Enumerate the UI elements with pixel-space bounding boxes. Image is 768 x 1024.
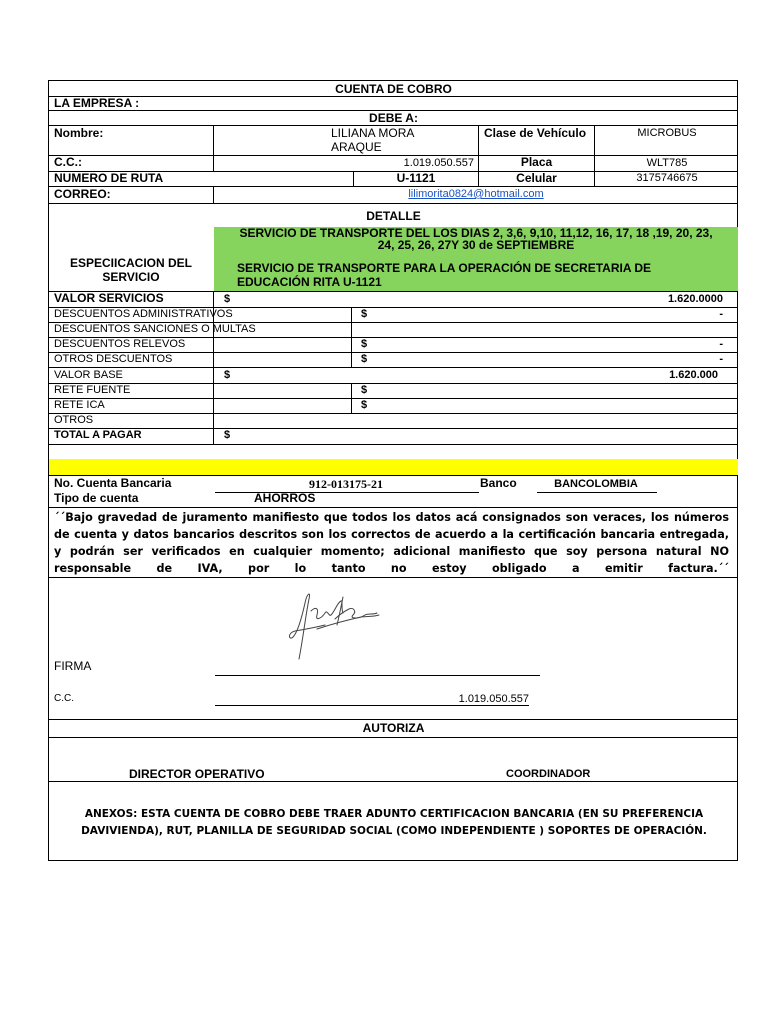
- banco-value: BANCOLOMBIA: [554, 478, 638, 490]
- rete-ica-label: RETE ICA: [54, 399, 105, 411]
- desc-relevos-currency: $: [361, 338, 368, 350]
- debe-label: DEBE A:: [369, 111, 418, 125]
- desc-sanciones-label: DESCUENTOS SANCIONES O MULTAS: [54, 323, 256, 335]
- servicio-dias-line1: SERVICIO DE TRANSPORTE DEL LOS DIAS 2, 3,6, 9,10, 11,12, 16, 17, 18 ,19, 20, 23,: [239, 226, 713, 240]
- tipo-cuenta-label: Tipo de cuenta: [54, 491, 139, 505]
- servicio-dias-line2: 24, 25, 26, 27Y 30 de SEPTIEMBRE: [377, 238, 575, 252]
- placa-value: WLT785: [646, 157, 688, 169]
- desc-admin-value: -: [719, 308, 723, 320]
- especificacion-label-line1: ESPECIICACION DEL: [69, 256, 192, 270]
- firma-cc-value: 1.019.050.557: [458, 693, 529, 705]
- firma-label: FIRMA: [54, 659, 92, 673]
- nombre-value-line1: LILIANA MORA: [331, 126, 415, 140]
- celular-label: Celular: [516, 171, 557, 185]
- declaracion-juramento: ´´Bajo gravedad de juramento manifiesto que todos los datos acá consignados son veraces, los números de cuenta y datos bancarios descritos son los correctos de acuerdo a la certificación bancaria entregada, y podrán ser verificados en cualquier momento; adicional manifiesto que soy persona natural NO responsable de IVA, por lo tanto no estoy obligado a emitir factura.´´: [54, 511, 729, 575]
- desc-admin-label: DESCUENTOS ADMINISTRATIVOS: [54, 308, 233, 320]
- desc-relevos-value: -: [719, 338, 723, 350]
- valor-base-value: 1.620.000: [669, 369, 718, 381]
- valor-servicios-currency: $: [224, 293, 231, 305]
- document-title: CUENTA DE COBRO: [335, 82, 452, 96]
- otros-descuentos-value: -: [719, 353, 723, 365]
- rete-fuente-currency: $: [361, 384, 368, 396]
- valor-servicios-value: 1.620.0000: [667, 293, 723, 305]
- rete-ica-currency: $: [361, 399, 368, 411]
- valor-base-label: VALOR BASE: [54, 369, 123, 381]
- valor-servicios-label: VALOR SERVICIOS: [54, 291, 164, 305]
- detalle-title: DETALLE: [366, 209, 421, 223]
- anexos-note: ANEXOS: ESTA CUENTA DE COBRO DEBE TRAER ADUNTO CERTIFICACION BANCARIA (EN SU PREFERENCIA DAVIVIENDA), RUT, PLANILLA DE SEGURIDAD SOCIAL (COMO INDEPENDIENTE ) SOPORTES DE OPERACIÓN.: [81, 808, 707, 837]
- total-pagar-currency: $: [224, 429, 231, 441]
- banco-label: Banco: [480, 476, 517, 490]
- servicio-descripcion-line2: EDUCACIÓN RITA U-1121: [237, 275, 382, 289]
- otros-descuentos-label: OTROS DESCUENTOS: [54, 353, 173, 365]
- cc-label: C.C.:: [54, 155, 82, 169]
- yellow-band: [49, 459, 738, 475]
- servicio-descripcion-line1: SERVICIO DE TRANSPORTE PARA LA OPERACIÓN DE SECRETARIA DE: [237, 261, 652, 275]
- desc-admin-currency: $: [361, 308, 368, 320]
- coordinador-label: COORDINADOR: [506, 768, 591, 780]
- tipo-cuenta-value: AHORROS: [254, 491, 316, 505]
- firma-cc-label: C.C.: [54, 693, 74, 704]
- invoice-sheet: [48, 80, 738, 861]
- cuenta-bancaria-value: 912-013175-21: [309, 477, 383, 491]
- celular-value: 3175746675: [636, 172, 698, 184]
- placa-label: Placa: [520, 155, 553, 169]
- desc-relevos-label: DESCUENTOS RELEVOS: [54, 338, 186, 350]
- signature-image: [277, 589, 387, 661]
- autoriza-title: AUTORIZA: [362, 721, 425, 735]
- cc-value: 1.019.050.557: [403, 157, 474, 169]
- nombre-label: Nombre:: [54, 126, 104, 140]
- clase-vehiculo-value: MICROBUS: [637, 127, 697, 139]
- valor-base-currency: $: [224, 369, 231, 381]
- otros-label: OTROS: [54, 414, 94, 426]
- empresa-label: LA EMPRESA :: [54, 96, 140, 110]
- clase-vehiculo-label: Clase de Vehículo: [484, 126, 587, 140]
- cuenta-bancaria-label: No. Cuenta Bancaria: [54, 476, 172, 490]
- nombre-value-line2: ARAQUE: [331, 140, 382, 154]
- numero-ruta-label: NUMERO DE RUTA: [54, 171, 164, 185]
- total-pagar-label: TOTAL A PAGAR: [54, 429, 142, 441]
- director-operativo-label: DIRECTOR OPERATIVO: [129, 767, 265, 781]
- rete-fuente-label: RETE FUENTE: [54, 384, 131, 396]
- otros-descuentos-currency: $: [361, 353, 368, 365]
- especificacion-label-line2: SERVICIO: [102, 270, 160, 284]
- correo-label: CORREO:: [54, 187, 111, 201]
- correo-link[interactable]: lilimorita0824@hotmail.com: [408, 188, 544, 200]
- numero-ruta-value: U-1121: [396, 171, 436, 185]
